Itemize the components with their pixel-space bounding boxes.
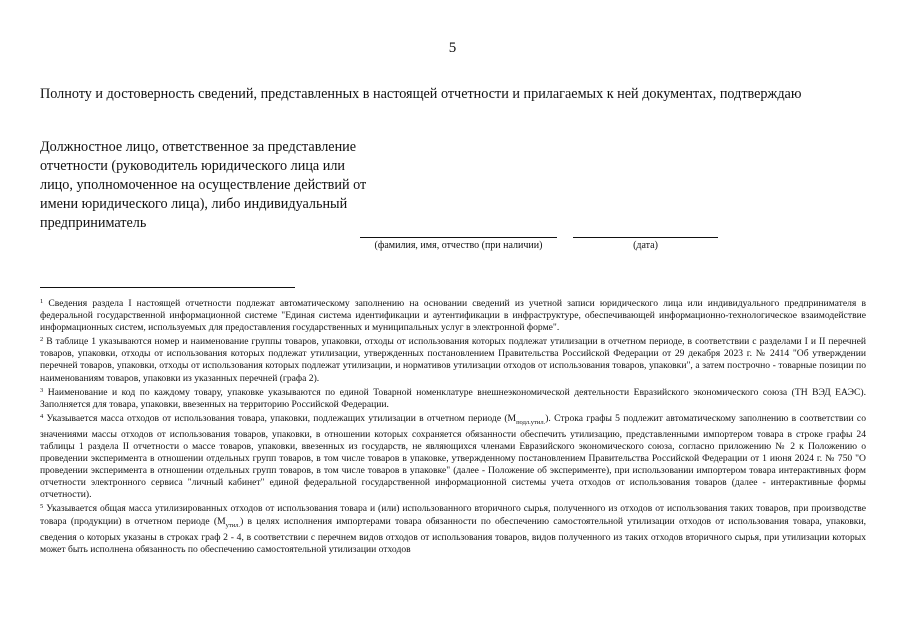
footnote-text: Сведения раздела I настоящей отчетности подлежат автоматическому заполнению на основании сведений из учетной записи юридического лица или индивидуального предпринимателя в федеральной государственной информационной системе "Единая система идентификации и аутентификации в инфраструктуре, обеспечивающей информационно-технологическое взаимодействие информационных систем, используемых для предоставления государственных и муниципальных услуг в электронной форме". (40, 298, 866, 334)
footnote-text: Указывается масса отходов от использования товара, упаковки, подлежащих утилизации в отчетном периоде (М (46, 412, 517, 424)
signature-date-caption: (дата) (633, 240, 658, 251)
footnote-mark: 3 (40, 386, 44, 394)
footnote-text: Указывается общая масса утилизированных отходов от использования товара и (или) использованного вторичного сырья, полученного из отходов от использования таких товаров, при производстве товара (продукции) в отчетном периоде (М (40, 503, 866, 527)
footnote-3 (40, 385, 866, 411)
footnote-4 (40, 411, 866, 502)
footnote-mark: 2 (40, 336, 44, 344)
footnote-text: В таблице 1 указываются номер и наименование группы товаров, упаковки, отходы от использования которых подлежат утилизации в отчетном периоде, в соответствии с разделами I и II перечней товаров, упаковки, отходы от использования которых подлежат утилизации, утвержденных постановлением Правительства Российской Федерации от 29 декабря 2023 г. № 2414 "Об утверждении перечней товаров, упаковки, отходы от использования которых подлежат утилизации, и нормативов утилизации отходов от использования товаров, упаковки", а затем построчно - товарные позиции по наименованиям товаров, упаковки из указанных перечней (графа 2). (40, 336, 866, 384)
footnote-mark: 4 (40, 412, 44, 420)
signature-name-caption: (фамилия, имя, отчество (при наличии) (374, 240, 543, 251)
page-number: 5 (448, 40, 457, 56)
signature-name-line (360, 237, 557, 238)
footnote-text: ) в целях исполнения импортерами товара обязанности по обеспечению самостоятельной утилизации отходов от использования товара, упаковки, сведения о которых указаны в строках граф 2 - 4, в соответствии с перечнем видов отходов от использования товаров, видов полученного из таких отходов вторичного сырья, при утилизации которых может быть исполнена обязанность по обеспечению самостоятельной утилизации отходов (40, 515, 866, 555)
footnote-subscript: утил. (225, 521, 241, 529)
footnote-subscript: подл.утил. (516, 418, 546, 426)
footnote-text: ). Строка графы 5 подлежит автоматическому заполнению в соответствии со значениями массы отходов от использования товаров, упаковки, в отношении которых сохраняется обязанности обеспечить утилизацию, представленными импортером товара в строке графы 24 таблицы 1 раздела II отчетности о массе товаров, упаковки, ввезенных из государств, не являющихся членами Евразийского экономического союза, согласно приложению № 2 к Положению о проведении эксперимента в отношении отдельных групп товаров, в том числе товаров в упаковке, утвержденному постановлением Правительства Российской Федерации от 1 июня 2024 г. № 750 "О проведении эксперимента в отношении отдельных групп товаров, в том числе товаров в упаковке" (далее - Положение об эксперименте), при использовании импортером товара интерактивных форм отчетности электронного сервиса "личный кабинет" единой федеральной государственной информационной системы учета отходов от использования товаров (далее - интерактивные формы отчетности). (40, 412, 866, 501)
confirmation-statement: Полноту и достоверность сведений, представленных в настоящей отчетности и прилагаемых к ней документах, подтверждаю (40, 86, 802, 102)
footnote-1 (40, 296, 866, 334)
footnote-2 (40, 334, 866, 384)
footnote-5 (40, 501, 866, 555)
official-person-label: Должностное лицо, ответственное за представление отчетности (руководитель юридического лица или лицо, уполномоченное на осуществление действий от имени юридического лица), либо индивидуальный предприниматель (40, 139, 367, 231)
footnote-mark: 5 (40, 503, 44, 511)
footnote-text: Наименование и код по каждому товару, упаковке указываются по единой Товарной номенклатуре внешнеэкономической деятельности Евразийского экономического союза (ТН ВЭД ЕАЭС). Заполняется для товара, упаковки, ввезенных на территорию Российской Федерации. (40, 386, 866, 410)
footnote-separator (40, 287, 295, 288)
footnotes (40, 296, 866, 556)
footnote-mark: 1 (40, 298, 44, 305)
signature-date-line (573, 237, 718, 238)
